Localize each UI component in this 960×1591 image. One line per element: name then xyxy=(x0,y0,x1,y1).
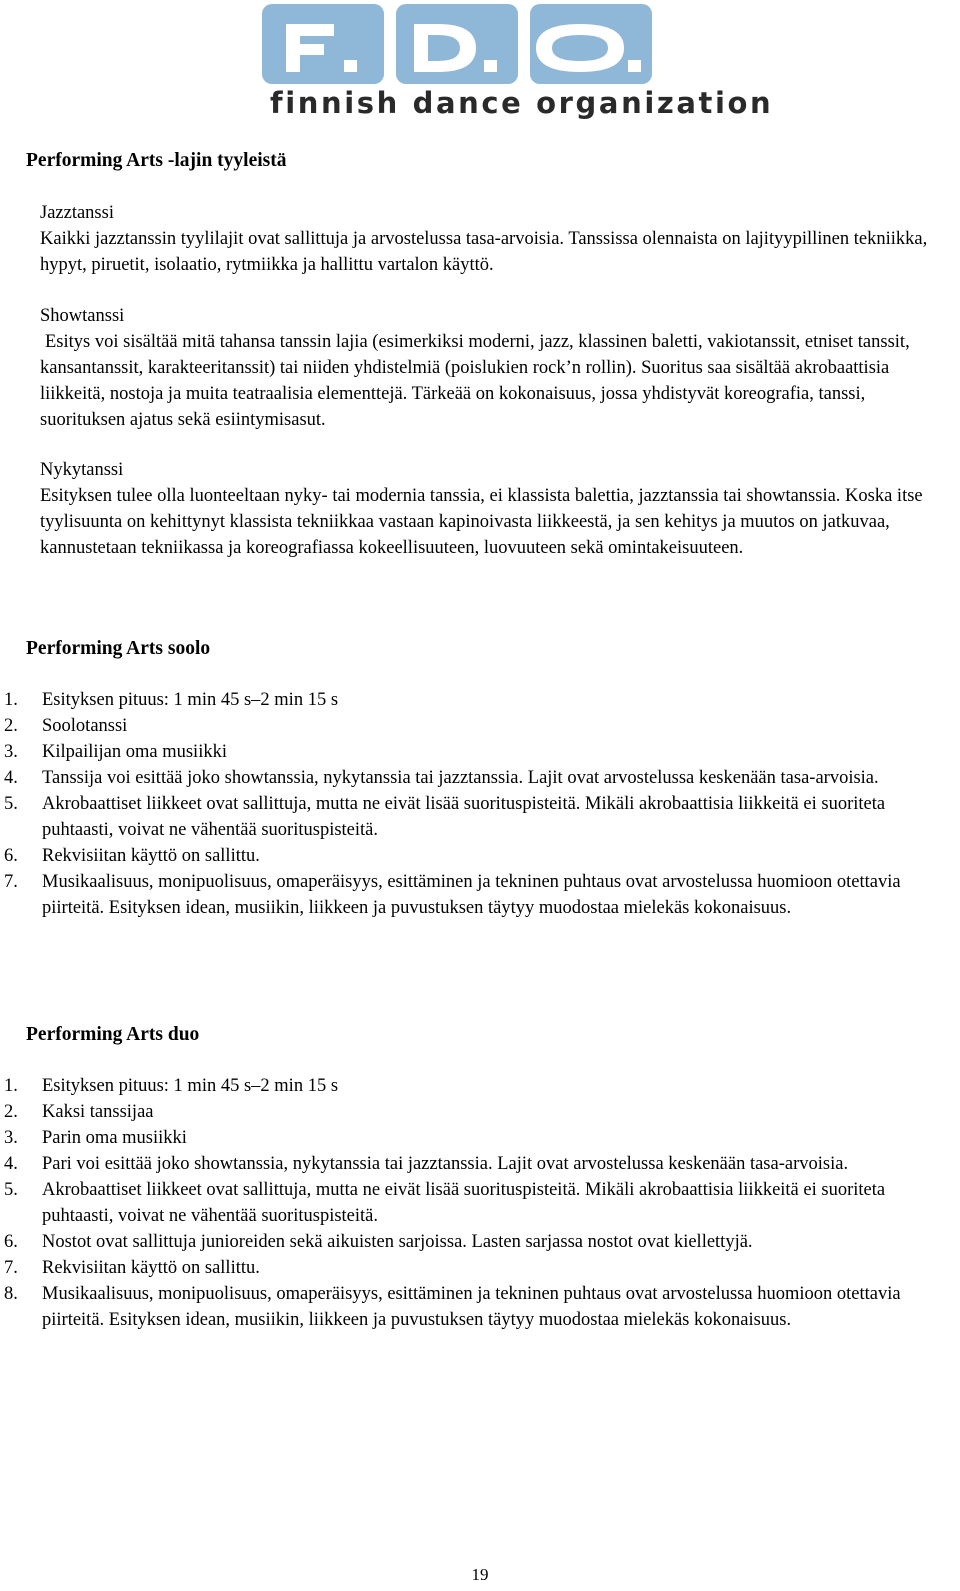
list-text: Rekvisiitan käyttö on sallittu. xyxy=(42,846,260,866)
style-contemporary xyxy=(40,457,945,561)
list-text: Rekvisiitan käyttö on sallittu. xyxy=(42,1258,260,1278)
list-number: 4. xyxy=(4,1154,18,1174)
list-item xyxy=(0,713,945,739)
style-jazz xyxy=(40,200,945,278)
list-item xyxy=(0,1073,945,1099)
fdo-logo xyxy=(262,4,774,124)
list-number: 1. xyxy=(4,690,18,710)
list-text: Soolotanssi xyxy=(42,716,128,736)
list-text: Kilpailijan oma musiikki xyxy=(42,742,227,762)
list-text: Akrobaattiset liikkeet ovat sallittuja, mutta ne eivät lisää suorituspisteitä. Mikäli akrobaattisia liikkeitä ei suoriteta puhtaasti, voivat ne vähentää suorituspisteitä. xyxy=(42,794,886,840)
list-text: Pari voi esittää joko showtanssia, nykytanssia tai jazztanssia. Lajit ovat arvostelussa keskenään tasa-arvoisia. xyxy=(42,1154,849,1174)
style-show xyxy=(40,303,945,433)
list-text: Parin oma musiikki xyxy=(42,1128,187,1148)
list-item xyxy=(0,1255,945,1281)
list-number: 6. xyxy=(4,1232,18,1252)
list-item xyxy=(0,687,945,713)
style-text: Esityksen tulee olla luonteeltaan nyky- tai modernia tanssia, ei klassista balettia, jazztanssia tai showtanssia. Koska itse tyylisuunta on kehittynyt klassista tekniikkaa vastaan kapinoivasta liikkeestä, ja sen kehitys ja muutos on jatkuvaa, kannustetaan tekniikassa ja koreografiassa kokeellisuuteen, luovuuteen sekä omintakeisuuteen. xyxy=(40,486,923,558)
style-text: Esitys voi sisältää mitä tahansa tanssin lajia (esimerkiksi moderni, jazz, klassinen baletti, vakiotanssit, etniset tanssit, kansantanssit, karakteeritanssit) tai niiden yhdistelmiä (poislukien rock’n rollin). Suoritus saa sisältää akrobaattisia liikkeitä, nostoja ja muita teatraalisia elementtejä. Tärkeää on kokonaisuus, jossa yhdistyvät koreografia, tanssi, suorituksen ajatus sekä esiintymisasut. xyxy=(40,332,910,430)
style-title: Nykytanssi xyxy=(40,460,124,480)
list-item xyxy=(0,1229,945,1255)
style-title: Jazztanssi xyxy=(40,203,114,223)
list-item xyxy=(0,869,945,921)
list-number: 2. xyxy=(4,1102,18,1122)
list-text: Musikaalisuus, monipuolisuus, omaperäisyys, esittäminen ja tekninen puhtaus ovat arvostelussa huomioon otettavia piirteitä. Esityksen idean, musiikin, liikkeen ja puvustuksen täytyy muodostaa mielekäs kokonaisuus. xyxy=(42,1284,901,1330)
list-number: 2. xyxy=(4,716,18,736)
list-item xyxy=(0,1099,945,1125)
duo-rules-list xyxy=(0,1073,945,1333)
list-number: 4. xyxy=(4,768,18,788)
list-number: 7. xyxy=(4,872,18,892)
list-text: Esityksen pituus: 1 min 45 s–2 min 15 s xyxy=(42,1076,339,1096)
fdo-logo-letters xyxy=(262,4,656,88)
section-heading-duo: Performing Arts duo xyxy=(26,1024,200,1045)
list-item xyxy=(0,765,945,791)
list-item xyxy=(0,739,945,765)
list-item xyxy=(0,843,945,869)
page-number: 19 xyxy=(471,1565,489,1584)
list-number: 3. xyxy=(4,1128,18,1148)
list-item xyxy=(0,1281,945,1333)
list-text: Esityksen pituus: 1 min 45 s–2 min 15 s xyxy=(42,690,339,710)
list-number: 1. xyxy=(4,1076,18,1096)
list-text: Akrobaattiset liikkeet ovat sallittuja, mutta ne eivät lisää suorituspisteitä. Mikäli akrobaattisia liikkeitä ei suoriteta puhtaasti, voivat ne vähentää suorituspisteitä. xyxy=(42,1180,886,1226)
section-heading-solo: Performing Arts soolo xyxy=(26,638,211,659)
list-text: Tanssija voi esittää joko showtanssia, nykytanssia tai jazztanssia. Lajit ovat arvostelussa keskenään tasa-arvoisia. xyxy=(42,768,879,788)
list-item xyxy=(0,1151,945,1177)
solo-rules-list xyxy=(0,687,945,921)
list-number: 5. xyxy=(4,794,18,814)
list-text: Kaksi tanssijaa xyxy=(42,1102,154,1122)
list-number: 3. xyxy=(4,742,18,762)
list-text: Musikaalisuus, monipuolisuus, omaperäisyys, esittäminen ja tekninen puhtaus ovat arvostelussa huomioon otettavia piirteitä. Esityksen idean, musiikin, liikkeen ja puvustuksen täytyy muodostaa mielekäs kokonaisuus. xyxy=(42,872,901,918)
list-number: 5. xyxy=(4,1180,18,1200)
section-heading-styles: Performing Arts -lajin tyyleistä xyxy=(26,150,287,171)
list-text: Nostot ovat sallittuja junioreiden sekä aikuisten sarjoissa. Lasten sarjassa nostot ovat kiellettyjä. xyxy=(42,1232,753,1252)
list-number: 6. xyxy=(4,846,18,866)
list-item xyxy=(0,1177,945,1229)
style-title: Showtanssi xyxy=(40,306,125,326)
style-text: Kaikki jazztanssin tyylilajit ovat sallittuja ja arvostelussa tasa-arvoisia. Tanssissa olennaista on lajityypillinen tekniikka, hypyt, piruetit, isolaatio, rytmiikka ja hallittu vartalon käyttö. xyxy=(40,229,928,275)
list-item xyxy=(0,1125,945,1151)
logo-tagline: finnish dance organization xyxy=(270,86,774,120)
list-number: 7. xyxy=(4,1258,18,1278)
list-number: 8. xyxy=(4,1284,18,1304)
list-item xyxy=(0,791,945,843)
